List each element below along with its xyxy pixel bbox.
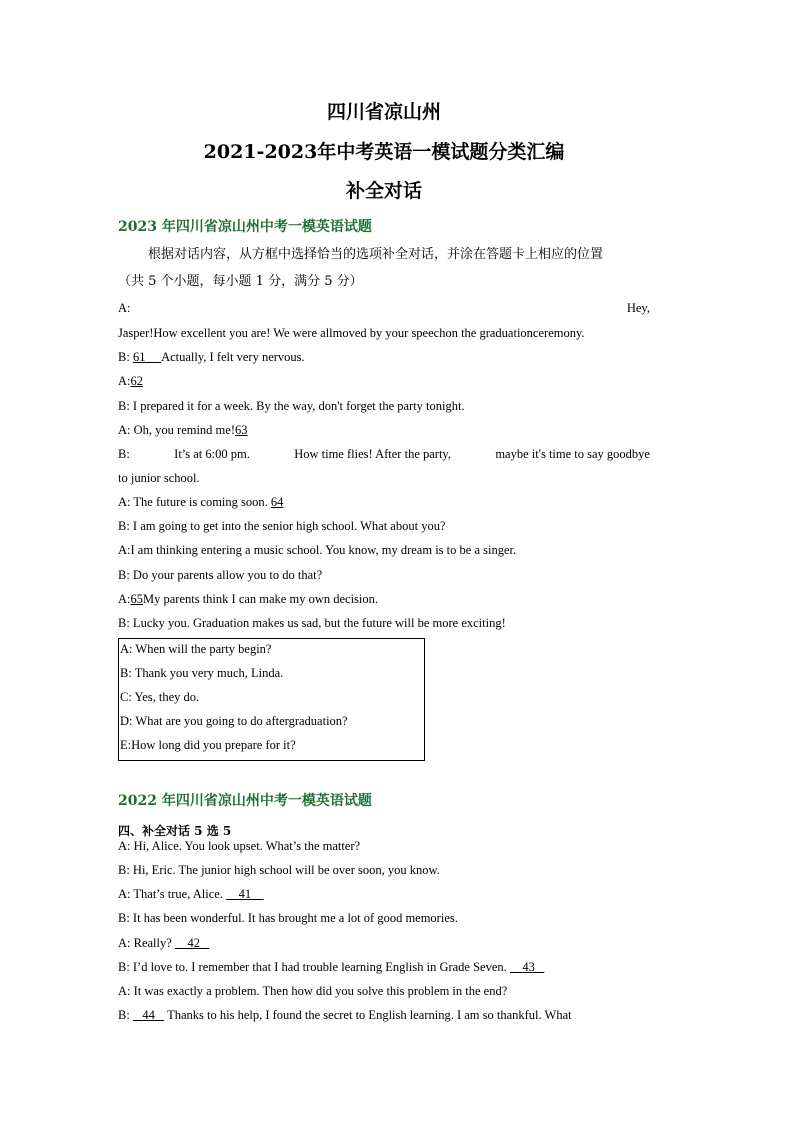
blank-64: 64	[270, 495, 284, 509]
dialogue-text: maybe it's time to say goodbye	[495, 447, 650, 461]
speaker-b: B:	[118, 447, 130, 461]
dialogue2-line-3	[118, 886, 650, 902]
section-heading-2023: 2023 年四川省凉山州中考一模英语试题	[118, 219, 372, 235]
option-e: E:How long did you prepare for it?	[120, 738, 296, 752]
blank-44: 44	[142, 1008, 155, 1022]
dialogue-line-8: to junior school.	[118, 471, 200, 485]
dialogue-text: It’s at 6:00 pm.	[174, 447, 250, 461]
dialogue-line-9	[118, 494, 650, 510]
dialogue-text: My parents think I can make my own decision.	[143, 592, 379, 606]
dialogue-text: Actually, I felt very nervous.	[161, 350, 305, 364]
dialogue-line-14: B: Lucky you. Graduation makes us sad, but the future will be more exciting!	[118, 616, 506, 630]
option-a: A: When will the party begin?	[120, 642, 272, 656]
blank-63: 63	[235, 423, 248, 437]
dialogue-line-11: A:I am thinking entering a music school. You know, my dream is to be a singer.	[118, 543, 517, 557]
dialogue-line-1	[118, 300, 650, 316]
dialogue-text: A: The future is coming soon.	[118, 495, 271, 509]
dialogue-line-2: Jasper!How excellent you are! We were allmoved by your speechon the graduationceremony.	[118, 326, 585, 340]
dialogue-text: A:	[118, 592, 131, 606]
options-box	[118, 638, 425, 761]
blank-42: 42	[187, 936, 200, 950]
dialogue-text: How time flies! After the party,	[294, 447, 451, 461]
dialogue2-line-8	[118, 1007, 650, 1023]
speaker-a: A:	[118, 301, 131, 315]
dialogue2-line-7: A: It was exactly a problem. Then how did you solve this problem in the end?	[118, 984, 508, 998]
option-d: D: What are you going to do aftergraduation?	[120, 714, 348, 728]
dialogue2-line-5	[118, 935, 650, 951]
option-b: B: Thank you very much, Linda.	[120, 666, 284, 680]
doc-title-main: 2021-2023年中考英语一模试题分类汇编	[203, 141, 565, 163]
dialogue-line-5: B: I prepared it for a week. By the way, don't forget the party tonight.	[118, 399, 465, 413]
dialogue-line-12: B: Do your parents allow you to do that?	[118, 568, 323, 582]
dialogue-text: A: That’s true, Alice.	[118, 887, 227, 901]
section-heading-2022: 2022 年四川省凉山州中考一模英语试题	[118, 793, 372, 809]
dialogue-text: B:	[118, 1008, 133, 1022]
dialogue-text: Hey,	[626, 301, 650, 315]
dialogue2-line-4: B: It has been wonderful. It has brought me a lot of good memories.	[118, 911, 458, 925]
dialogue-line-10: B: I am going to get into the senior high school. What about you?	[118, 519, 446, 533]
dialogue-text: A: Really?	[118, 936, 175, 950]
instructions-line2: （共 5 个小题，每小题 1 分，满分 5 分）	[118, 274, 363, 289]
doc-title-topic: 补全对话	[345, 180, 422, 202]
blank-43: 43	[522, 960, 535, 974]
dialogue2-line-1: A: Hi, Alice. You look upset. What’s the matter?	[118, 839, 361, 853]
dialogue-text: B:	[118, 350, 133, 364]
blank-62: 62	[130, 374, 143, 388]
blank-65: 65	[130, 592, 143, 606]
dialogue-text: B: I’d love to. I remember that I had trouble learning English in Grade Seven.	[118, 960, 510, 974]
dialogue-line-7	[118, 446, 650, 462]
section-subheading-2022: 四、补全对话 5 选 5	[118, 824, 232, 838]
instructions-line1: 根据对话内容，从方框中选择恰当的选项补全对话，并涂在答题卡上相应的位置	[148, 247, 604, 262]
dialogue-line-13	[118, 591, 650, 607]
dialogue-line-6	[118, 422, 650, 438]
dialogue2-line-6	[118, 959, 650, 975]
blank-61: 61	[132, 350, 146, 364]
blank-41: 41	[238, 887, 252, 901]
dialogue-line-4	[118, 373, 650, 389]
option-c: C: Yes, they do.	[120, 690, 200, 704]
dialogue2-line-2: B: Hi, Eric. The junior high school will be over soon, you know.	[118, 863, 440, 877]
doc-title-region: 四川省凉山州	[326, 101, 441, 123]
dialogue-text: A:	[118, 374, 131, 388]
dialogue-line-3	[118, 349, 650, 365]
dialogue-text: A: Oh, you remind me!	[118, 423, 235, 437]
dialogue-text: Thanks to his help, I found the secret to English learning. I am so thankful. What	[164, 1008, 572, 1022]
